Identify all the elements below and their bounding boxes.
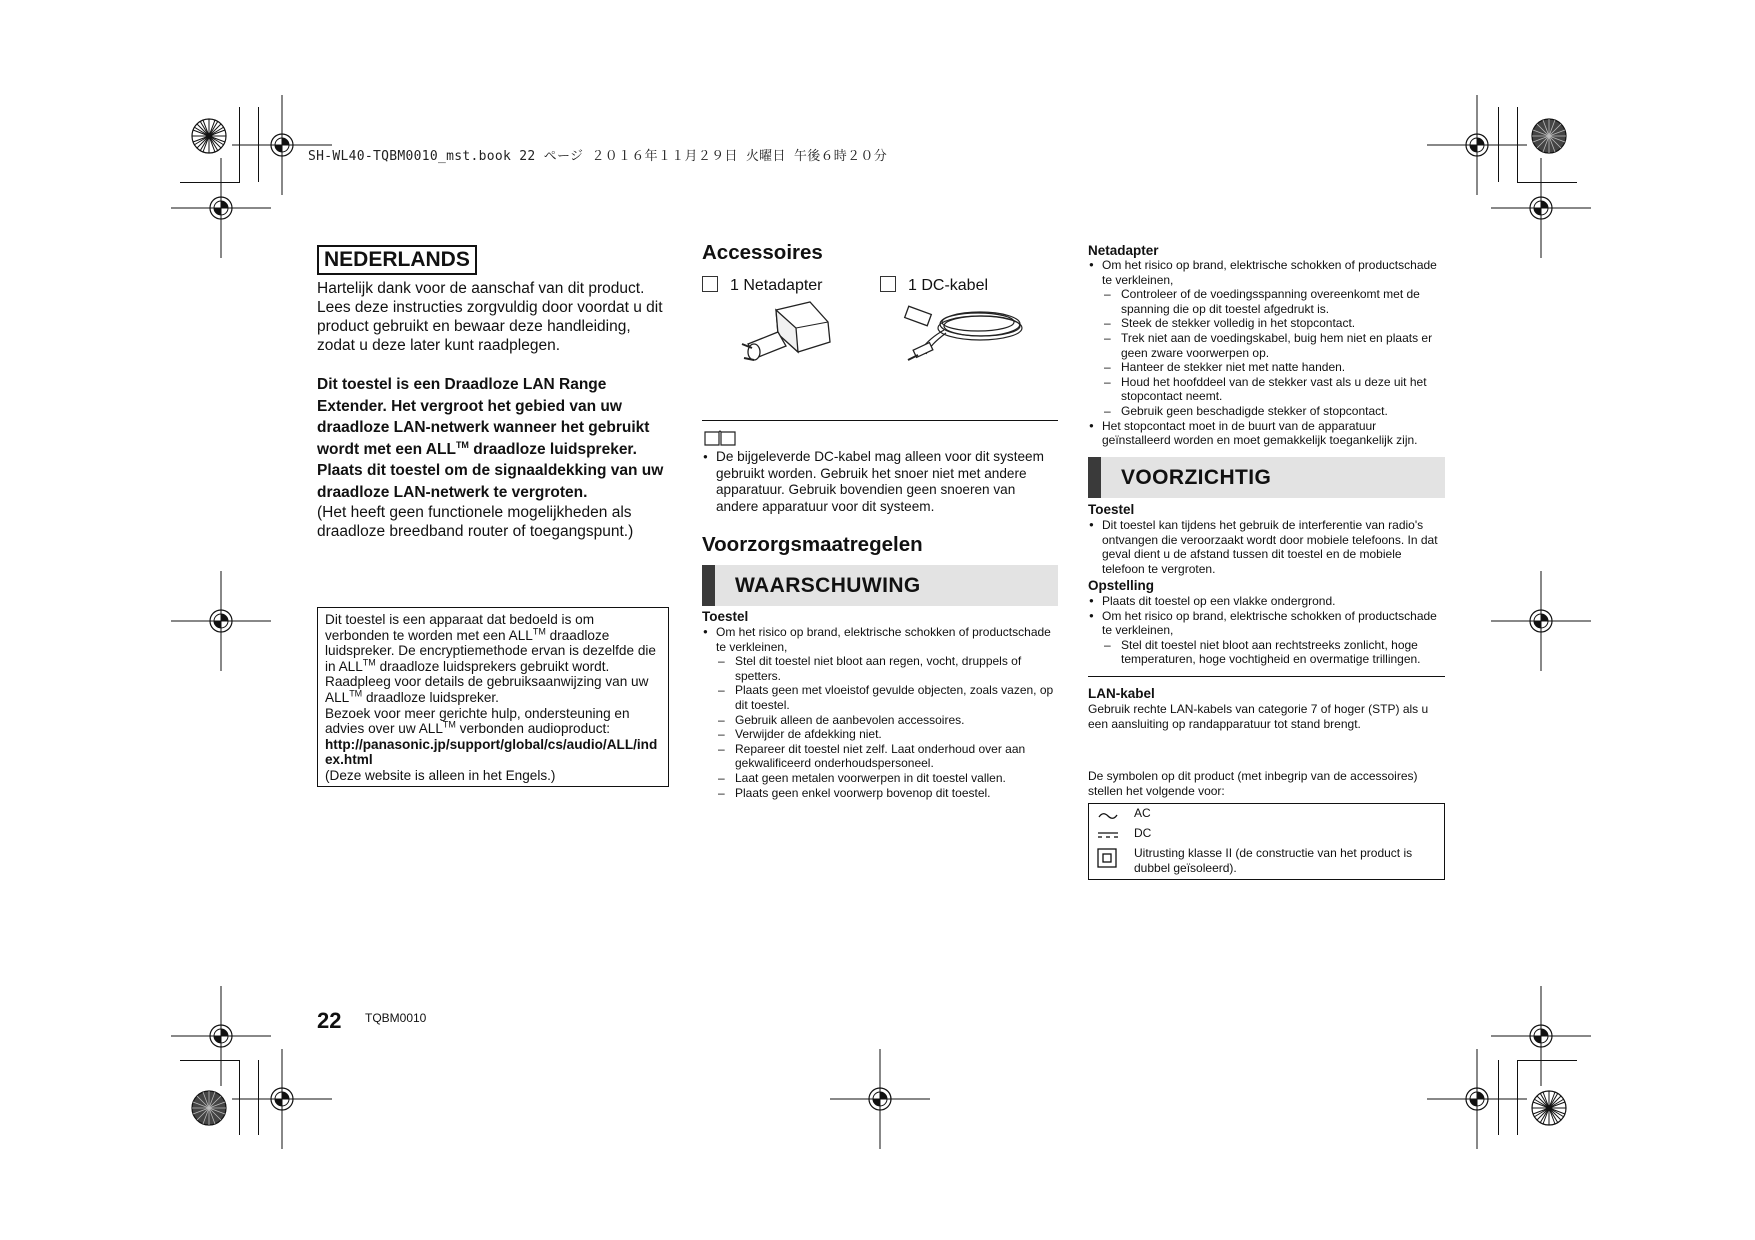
list-item: ● Om het risico op brand, elektrische schokken of productschade te verkleinen,	[1088, 609, 1446, 638]
placement-text: Plaats dit toestel om de signaaldekking van uw draadloze LAN-netwerk te vergroten.	[317, 462, 664, 501]
dc-label: DC	[1134, 826, 1152, 840]
intro-column	[317, 245, 669, 541]
ac-icon	[1097, 810, 1119, 822]
lan-text: Gebruik rechte LAN-kabels van categorie 7 of hoger (STP) als u een aansluiting op randapparatuur tot stand brengt.	[1088, 702, 1429, 731]
dc-cable-illustration	[900, 300, 1032, 370]
opstelling-heading: Opstelling	[1088, 578, 1155, 593]
accessory-netadapter: 1 Netadapter	[702, 276, 823, 295]
support-url[interactable]: http://panasonic.jp/support/global/cs/audio/ALL/index.html	[325, 736, 658, 768]
netadapter-heading: Netadapter	[1088, 243, 1159, 258]
read-instructions-text: Lees deze instructies zorgvuldig door voordat u dit product gebruikt en bewaar deze handleiding, zodat u deze later kunt raadplegen.	[317, 299, 663, 354]
list-item: – Hanteer de stekker niet met natte handen.	[1104, 360, 1446, 375]
symbols-table	[1088, 803, 1445, 880]
section-divider	[702, 420, 1058, 421]
language-label: NEDERLANDS	[317, 245, 477, 275]
list-item: – Plaats geen enkel voorwerp bovenop dit toestel.	[718, 786, 1060, 801]
english-only-note: (Deze website is alleen in het Engels.)	[325, 767, 556, 783]
ac-label: AC	[1134, 806, 1151, 820]
symbols-intro: De symbolen op dit product (met inbegrip van de accessoires) stellen het volgende voor:	[1088, 769, 1418, 798]
book-note-icon	[703, 429, 737, 447]
page-number: 22	[317, 1008, 342, 1033]
list-item: ● Om het risico op brand, elektrische schokken of productschade te verkleinen,	[702, 625, 1060, 654]
list-item: – Gebruik geen beschadigde stekker of stopcontact.	[1104, 404, 1446, 419]
caution-toestel-heading: Toestel	[1088, 502, 1135, 517]
lan-heading: LAN-kabel	[1088, 686, 1155, 701]
class-ii-icon	[1097, 848, 1117, 868]
list-item: – Verwijder de afdekking niet.	[718, 727, 1060, 742]
list-item: – Steek de stekker volledig in het stopcontact.	[1104, 316, 1446, 331]
document-code: TQBM0010	[365, 1011, 427, 1025]
precautions-title: Voorzorgsmaatregelen	[702, 533, 923, 556]
list-item: – Plaats geen met vloeistof gevulde objecten, zoals vazen, op dit toestel.	[718, 683, 1060, 712]
caution-toestel-list	[1088, 518, 1446, 576]
list-item: – Gebruik alleen de aanbevolen accessoires.	[718, 713, 1060, 728]
opstelling-list	[1088, 594, 1446, 667]
caution-bar	[1088, 457, 1445, 498]
checkbox-icon	[702, 276, 718, 292]
list-item: – Stel dit toestel niet bloot aan regen, vocht, druppels of spetters.	[718, 654, 1060, 683]
accessory-dc-cable: 1 DC-kabel	[880, 276, 988, 295]
warning-label: WAARSCHUWING	[735, 574, 921, 597]
accessories-title: Accessoires	[702, 241, 823, 264]
functional-note: (Het heeft geen functionele mogelijkheden als draadloze breedband router of toegangspunt.)	[317, 504, 634, 540]
dc-icon	[1097, 830, 1119, 840]
list-item: ● De bijgeleverde DC-kabel mag alleen voor dit systeem gebruikt worden. Gebruik het snoer niet met andere apparatuur. Gebruik bovendien geen snoeren van andere apparatuur voor dit systeem.	[702, 449, 1060, 515]
list-item: ● Om het risico op brand, elektrische schokken of productschade te verkleinen,	[1088, 258, 1446, 287]
list-item: – Houd het hoofddeel van de stekker vast als u deze uit het stopcontact neemt.	[1104, 375, 1446, 404]
list-item: – Repareer dit toestel niet zelf. Laat onderhoud over aan gekwalificeerd onderhoudspersoneel.	[718, 742, 1060, 771]
list-item: – Stel dit toestel niet bloot aan rechtstreeks zonlicht, hoge temperaturen, hoge vochtigheid en overmatige trillingen.	[1104, 638, 1446, 667]
accessory-note-list	[702, 449, 1060, 515]
netadapter-illustration	[738, 298, 838, 370]
lan-divider	[1088, 676, 1445, 677]
product-description: Dit toestel is een Draadloze LAN Range Extender. Het vergroot het gebied van uw draadloze LAN-netwerk wanneer het gebruikt wordt met een ALL™ draadloze luidspreker.	[317, 376, 650, 458]
list-item: ● Het stopcontact moet in de buurt van de apparatuur geïnstalleerd worden en moet gemakkelijk toegankelijk zijn.	[1088, 419, 1446, 448]
print-header: SH-WL40-TQBM0010_mst.book 22 ページ ２０１６年１１月２９日 火曜日 午後６時２０分	[308, 149, 887, 164]
list-item: ● Plaats dit toestel op een vlakke ondergrond.	[1088, 594, 1446, 609]
class-ii-label: Uitrusting klasse II (de constructie van het product is dubbel geïsoleerd).	[1134, 846, 1413, 875]
caution-label: VOORZICHTIG	[1121, 466, 1272, 489]
list-item: – Trek niet aan de voedingskabel, buig hem niet en plaats er geen zware voorwerpen op.	[1104, 331, 1446, 360]
netadapter-list	[1088, 258, 1446, 448]
checkbox-icon	[880, 276, 896, 292]
warning-list	[702, 625, 1060, 800]
toestel-heading: Toestel	[702, 609, 749, 624]
warning-bar	[702, 565, 1058, 606]
all-speaker-infobox: Dit toestel is een apparaat dat bedoeld is om verbonden te worden met een ALL™ draadloze luidspreker. De encryptiemethode ervan is dezelfde die in ALL™ draadloze luidsprekers gebruikt wordt. Raadpleeg voor details de gebruiksaanwijzing van uw ALL™ draadloze luidspreker. Bezoek voor meer gerichte hulp, ondersteuning en advies over uw ALL™ verbonden audioproduct: http://panasonic.jp/support/global/cs/audio/ALL/index.html (Deze website is alleen in het Engels.)	[317, 607, 669, 787]
list-item: – Controleer of de voedingsspanning overeenkomt met de spanning die op dit toestel afgedrukt is.	[1104, 287, 1446, 316]
thanks-text: Hartelijk dank voor de aanschaf van dit product.	[317, 280, 645, 297]
list-item: – Laat geen metalen voorwerpen in dit toestel vallen.	[718, 771, 1060, 786]
list-item: ● Dit toestel kan tijdens het gebruik de interferentie van radio's ontvangen die veroorzaakt wordt door mobiele telefoons. In dat geval dient u de afstand tussen dit toestel en de mobiele telefoon te vergroten.	[1088, 518, 1446, 576]
